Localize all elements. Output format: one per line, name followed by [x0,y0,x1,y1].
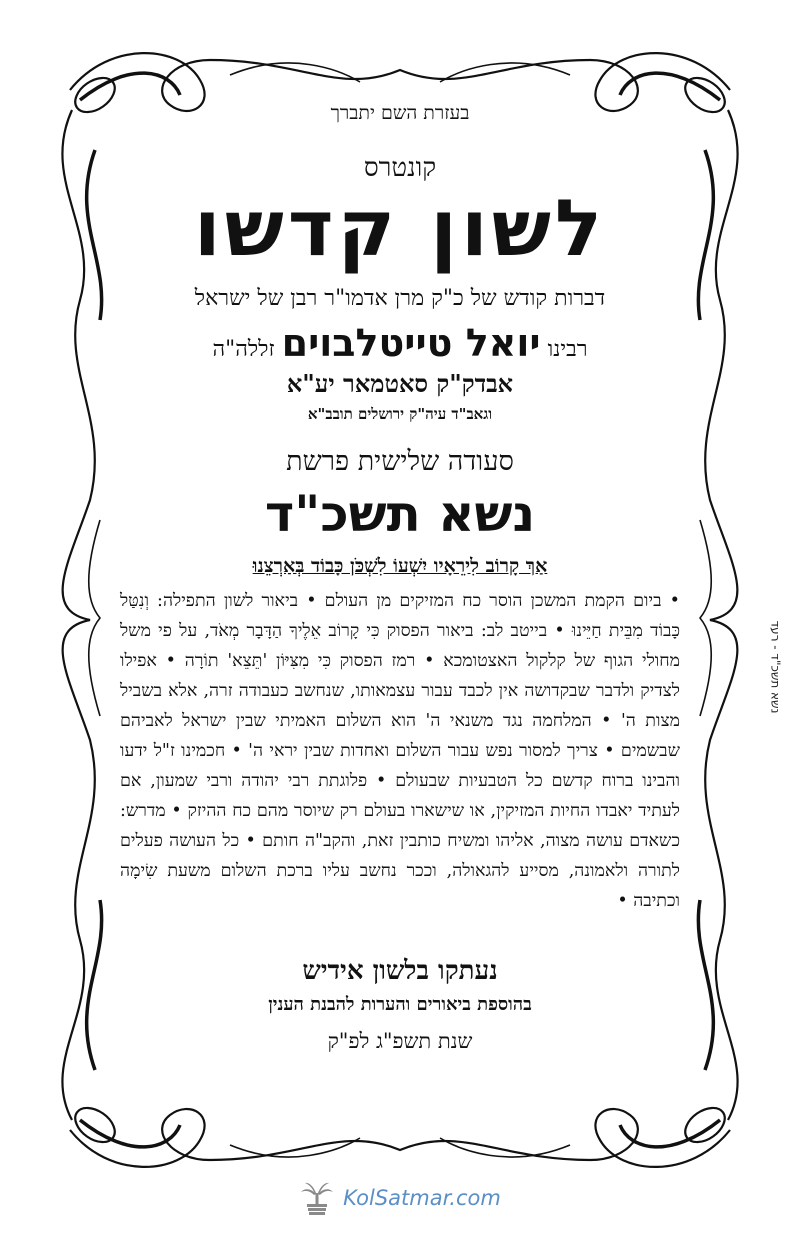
rebbe-title-2: וגאב"ד עיה"ק ירושלים תובב"א [307,404,493,423]
site-logo[interactable] [0,1178,800,1218]
rebbe-name: יואל טייטלבוים [281,320,541,365]
rebbe-prefix: רבינו [547,336,588,362]
rebbe-suffix: זללה"ה [212,336,275,362]
palm-tree-icon [299,1180,335,1216]
rebbe-name-line [118,321,682,365]
additions-note: בהוספת ביאורים והערות להבנת הענין [268,993,532,1015]
main-title: לשון קדשו [193,184,607,274]
rebbe-title: אבדק"ק סאטמאר יע"א [286,368,514,398]
verse-heading: אַךְ קָרוֹב לִירֵאָיו יִשְׁעוֹ לִשְׁכֹּן כָּבוֹד בְּאַרְצֵנוּ [252,554,548,577]
occasion-meal: סעודה שלישית פרשת [286,445,514,477]
parsha-title: נשא תשכ"ד [264,484,536,543]
side-running-head: נשא תשכ"ד - רעד [768,620,783,714]
author-subtitle: דברות קודש של כ"ק מרן אדמו"ר רבן של ישראל [194,285,606,311]
kuntres-label: קונטרס [363,153,437,183]
title-page [118,88,682,1098]
translation-note: נעתקו בלשון אידיש [302,955,498,986]
publication-year: שנת תשפ"ג לפ"ק [327,1028,473,1053]
blessing: בעזרת השם יתברך [330,102,470,124]
logo-text: KolSatmar.com [343,1186,501,1210]
contents-summary: • ביום הקמת המשכן הוסר כח המזיקים מן העולם • ביאור לשון התפילה: וְנִטַּל כָּבוֹד מִבֵּית חַיֵּינוּ • בייטב לב: ביאור הפסוק כִּי קָרוֹב אֵלֶיךָ הַדָּבָר מְאֹד, על פי משל מחולי הגוף של קלקול האצטומכא • רמז הפסוק כִּי מִצִּיּוֹן 'תֵּצֵא' תוֹרָה • אפילו לצדיק ולדבר שבקדושה אין לכבד עבור עצמאותו, שנחשב כעבודה זרה, אלא בשביל מצות ה' • המלחמה נגד משנאי ה' הוא השלום האמיתי שבין ישראל לאביהם שבשמים • צריך למסור נפש עבור השלום ואחדות שבין יראי ה' • חכמינו ז"ל ידעו והבינו ברוח קדשם כל הטבעיות שבעולם • פלוגתת רבי יהודה ורבי שמעון, אם לעתיד יאבדו החיות המזיקין, או שישארו בעולם רק שיוסר מהם כח ההיזק • מדרש: כשאדם עושה מצוה, אליהו ומשיח כותבין זאת, והקב"ה חותם • כל העושה פעלים לתורה ולאמונה, מסייע להגאולה, וככר נחשב עליו ברכת השלום משעת שִׂימָה וכתיבה • [120,590,680,911]
